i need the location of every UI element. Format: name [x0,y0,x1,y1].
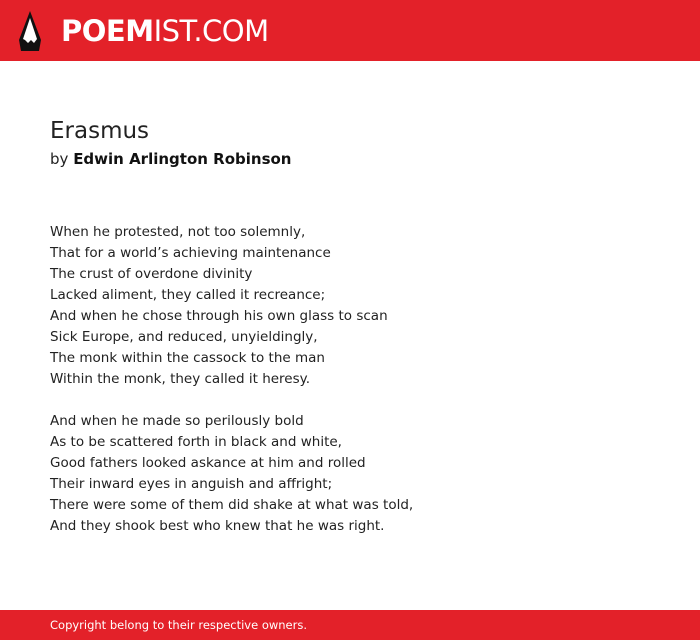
poem-line: The crust of overdone divinity [50,266,253,282]
poem-line: Within the monk, they called it heresy. [50,371,311,387]
poem-line: There were some of them did shake at what was told, [50,497,414,513]
stanza [50,411,650,537]
poem-line: Lacked aliment, they called it recreance; [50,287,326,303]
poem-article [50,116,650,558]
poem-line: And when he chose through his own glass to scan [50,308,388,324]
poem-line: That for a world’s achieving maintenance [50,245,331,261]
site-brand [61,9,269,53]
poem-line: And when he made so perilously bold [50,413,304,429]
poem-body [50,222,650,537]
stanza [50,222,650,390]
author-link[interactable]: Edwin Arlington Robinson [73,150,292,168]
site-footer [0,610,700,640]
site-header [0,0,700,61]
poem-line: Sick Europe, and reduced, unyieldingly, [50,329,318,345]
poem-line: And they shook best who knew that he was right. [50,518,385,534]
poem-line: Their inward eyes in anguish and affright; [50,476,333,492]
poem-line: When he protested, not too solemnly, [50,224,306,240]
poem-line: Good fathers looked askance at him and rolled [50,455,366,471]
poem-title: Erasmus [50,118,150,144]
copyright-notice: Copyright belong to their respective owners. [50,618,308,632]
by-label: by [50,150,69,168]
brand-bold-text: POEM [61,14,154,48]
byline [50,146,650,172]
brand-light-text: IST.COM [153,14,269,48]
poem-line: As to be scattered forth in black and white, [50,434,342,450]
site-logo-link[interactable] [18,9,269,53]
pencil-icon [18,10,42,52]
poem-line: The monk within the cassock to the man [50,350,325,366]
